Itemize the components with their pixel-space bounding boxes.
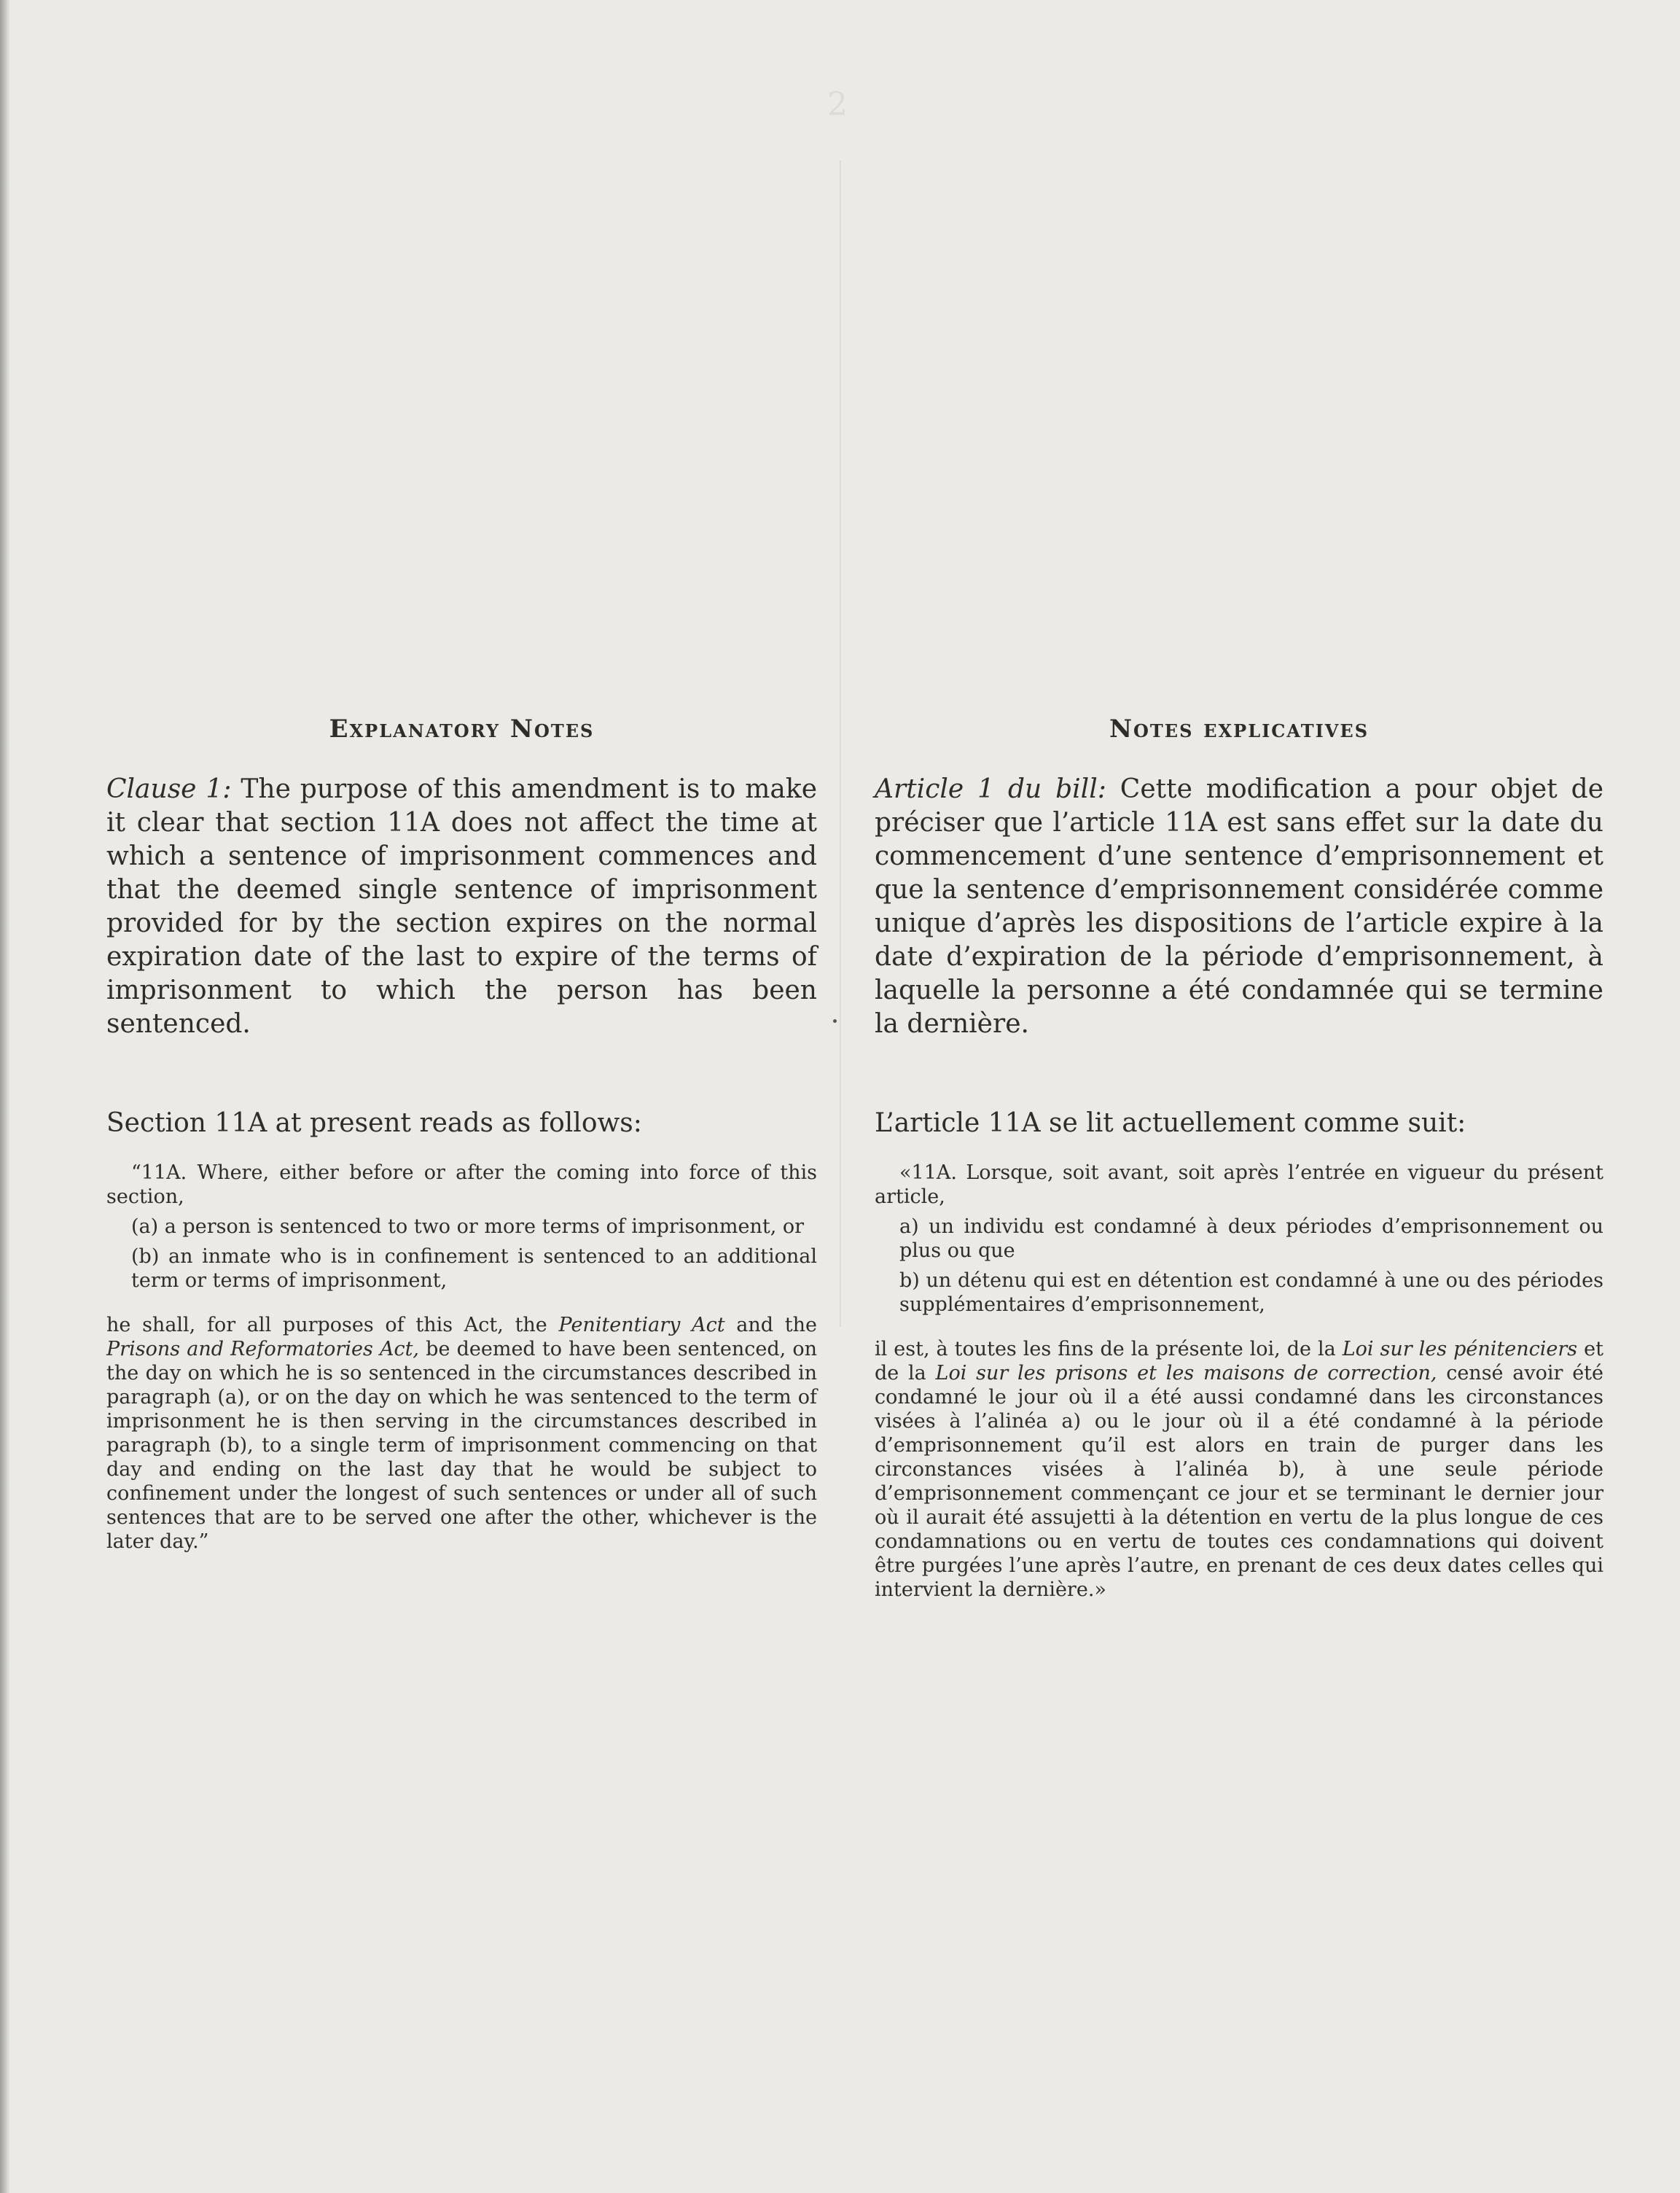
english-quote-item-b: (b) an inmate who is in confinement is sentenced to an additional term or terms of imprisonment,	[131, 1245, 817, 1292]
french-clause-note	[875, 773, 1603, 1041]
english-quote-tail-1: he shall, for all purposes of this Act, the	[106, 1314, 559, 1336]
french-act-2: Loi sur les prisons et les maisons de correction,	[935, 1362, 1437, 1384]
french-heading: Notes explicatives	[1109, 714, 1370, 744]
margin-dot	[833, 1019, 837, 1023]
french-quoted-section	[875, 1161, 1603, 1602]
french-column	[875, 714, 1603, 1602]
french-quote-tail-3: censé avoir été condamné le jour où il a été aussi condamné dans les circonstances visées à l’alinéa a) ou le jour où il a été condamné à la période d’emprisonnement qu’il est alors en train de purger dans les circonstances visées à l’alinéa b), à une seule période d’emprisonnement commençant ce jour et se terminant le dernier jour où il aurait été assujetti à la détention en vertu de la plus longue de ces condamnations ou en vertu de toutes ces condamnations qui doivent être purgées l’une après l’autre, en prenant de ces deux dates celles qui intervient la dernière.»	[875, 1362, 1603, 1601]
french-quote-intro: «11A. Lorsque, soit avant, soit après l’entrée en vigueur du présent article,	[875, 1161, 1603, 1208]
english-clause-note	[106, 773, 817, 1041]
english-quote-tail	[106, 1313, 817, 1554]
english-quoted-section	[106, 1161, 817, 1554]
english-clause-text: The purpose of this amendment is to make it clear that section 11A does not affect the time at which a sentence of imprisonment commences and that the deemed single sentence of imprisonment provided for by the section expires on the normal expiration date of the last to expire of the terms of imprisonment to which the person has been sentenced.	[106, 774, 818, 1039]
english-quote-tail-2: and the	[724, 1314, 817, 1336]
english-quote-intro: “11A. Where, either before or after the coming into force of this section,	[106, 1161, 817, 1208]
french-quote-tail-1: il est, à toutes les fins de la présente loi, de la	[875, 1338, 1343, 1360]
english-act-1: Penitentiary Act	[558, 1314, 725, 1336]
page-edge-shadow	[0, 0, 10, 2193]
french-section-intro: L’article 11A se lit actuellement comme suit:	[875, 1108, 1466, 1138]
english-section-intro: Section 11A at present reads as follows:	[106, 1108, 642, 1138]
english-act-2: Prisons and Reformatories Act,	[106, 1338, 420, 1360]
english-quote-item-a: (a) a person is sentenced to two or more terms of imprisonment, or	[131, 1215, 805, 1238]
english-clause-label: Clause 1:	[106, 774, 232, 804]
french-quote-tail-2: et de la	[875, 1338, 1603, 1384]
french-clause-text: Cette modification a pour objet de préciser que l’article 11A est sans effet sur la date du commencement d’une sentence d’emprisonnement et que la sentence d’emprisonnement considérée comme unique d’après les dispositions de l’article expire à la date d’expiration de la période d’emprisonnement, à laquelle la personne a été condamnée qui se termine la dernière.	[875, 774, 1603, 1039]
french-quote-item-a: a) un individu est condamné à deux périodes d’emprisonnement ou plus ou que	[899, 1215, 1603, 1262]
english-quote-tail-3: be deemed to have been sentenced, on the day on which he is so sentenced in the circumstances described in paragraph (a), or on the day on which he was sentenced to the term of imprisonment he is then serving in the circumstances described in paragraph (b), to a single term of imprisonment commencing on that day and ending on the last day that he would be subject to confinement under the longest of such sentences or under all of such sentences that are to be served one after the other, whichever is the later day.”	[106, 1338, 818, 1553]
french-quote-tail	[875, 1337, 1603, 1602]
french-act-1: Loi sur les pénitenciers	[1342, 1338, 1578, 1360]
french-clause-label: Article 1 du bill:	[875, 774, 1106, 804]
french-quote-item-b: b) un détenu qui est en détention est condamné à une ou des périodes supplémentaires d’emprisonnement,	[899, 1269, 1603, 1316]
english-column	[106, 714, 817, 1554]
page-number: 2	[827, 86, 848, 123]
show-through-rule	[840, 160, 841, 1327]
english-heading: Explanatory Notes	[329, 714, 595, 744]
